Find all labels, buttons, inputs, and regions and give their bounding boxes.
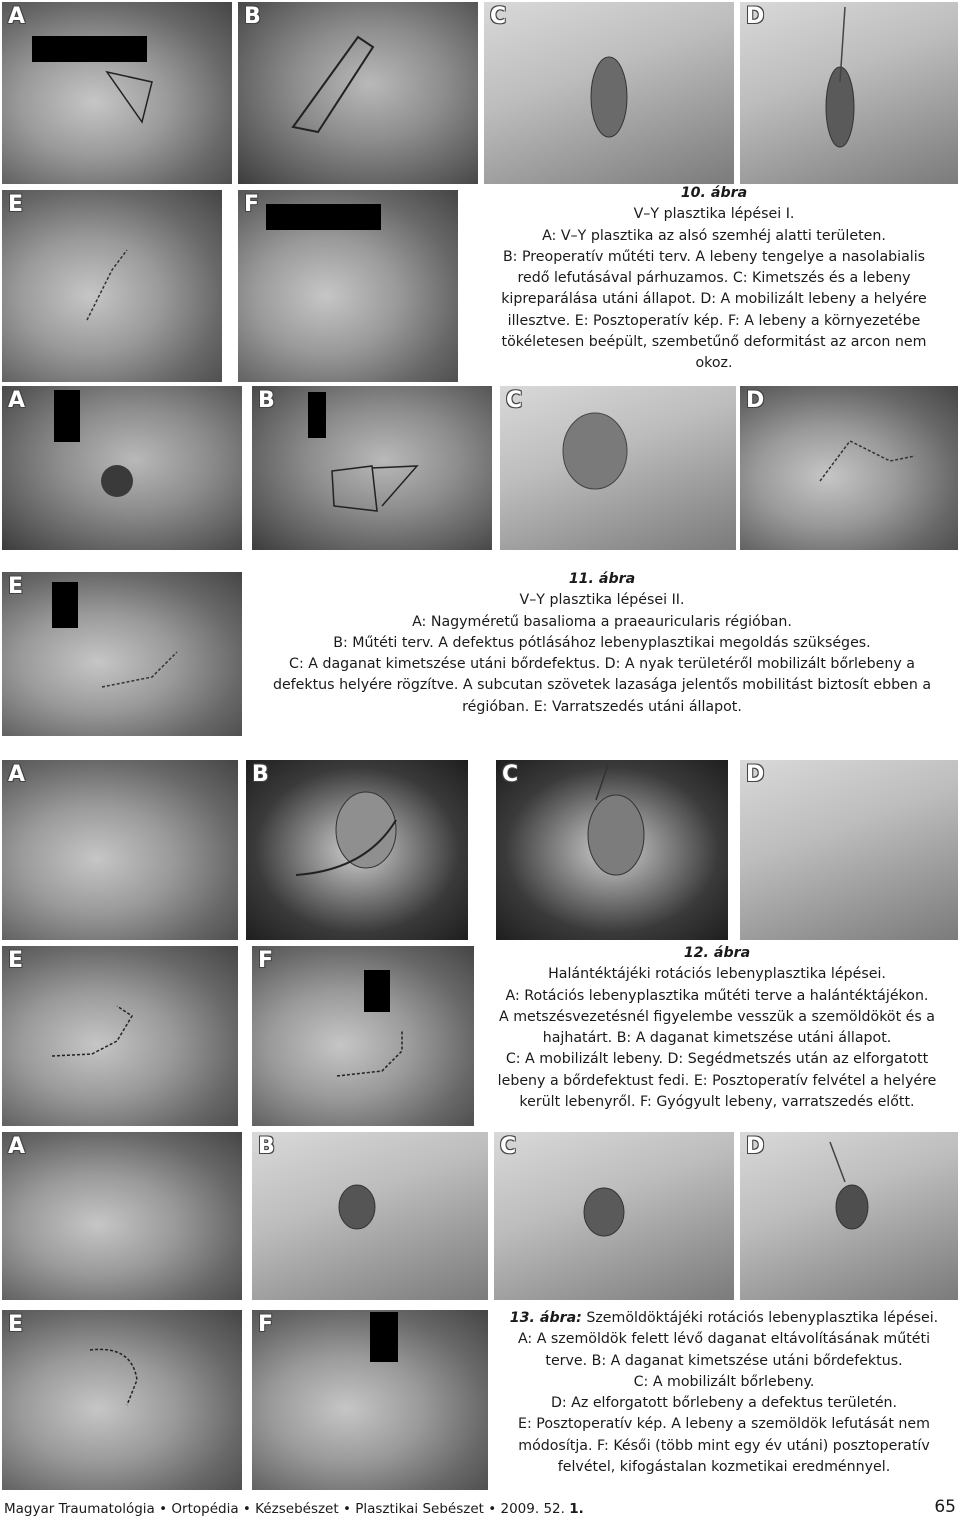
- fig13-photo-f: [252, 1310, 488, 1490]
- photo-label: D: [746, 762, 765, 787]
- caption-line: V–Y plasztika lépései II.: [519, 592, 685, 609]
- caption-title: 13. ábra:: [509, 1310, 582, 1326]
- suture-line: [2, 946, 238, 1126]
- fig13-photo-a: [2, 1132, 242, 1300]
- caption-line: C: A daganat kimetszése utáni bőrdefektus. D: A nyak területéről mobilizált bőrlebeny a: [289, 656, 915, 673]
- caption-line: A: Rotációs lebenyplasztika műtéti terve a halántéktájékon.: [505, 987, 929, 1004]
- caption-line: került lebenyről. F: Gyógyult lebeny, varratszedés előtt.: [519, 1094, 915, 1111]
- fig13-photo-b: [252, 1132, 488, 1300]
- wound-shape: [740, 2, 958, 184]
- caption-line: hajhatárt. B: A daganat kimetszése utáni állapot.: [542, 1030, 892, 1047]
- fig11-caption: [246, 569, 958, 718]
- photo-label: B: [252, 762, 269, 787]
- caption-line: redő lefutásával párhuzamos. C: Kimetszés és a lebeny: [517, 270, 911, 287]
- photo-label: B: [244, 4, 261, 29]
- suture-line: [2, 190, 222, 382]
- fig10-photo-a: [2, 2, 232, 184]
- suture-line: [2, 1310, 242, 1490]
- caption-title-rest: Szemöldöktájéki rotációs lebenyplasztika lépései.: [581, 1310, 939, 1326]
- fig12-photo-e: [2, 946, 238, 1126]
- journal-part: Plasztikai Sebészet: [355, 1501, 484, 1517]
- caption-line: tökéletesen beépült, szembetűnő deformitást az arcon nem: [501, 334, 927, 351]
- photo-label: E: [8, 574, 24, 599]
- caption-line: A: A szemöldök felett lévő daganat eltávolításának műtéti: [517, 1331, 931, 1348]
- fig11-photo-a: [2, 386, 242, 550]
- caption-line: V–Y plasztika lépései I.: [633, 206, 795, 223]
- caption-line: Halántéktájéki rotációs lebenyplasztika lépései.: [548, 966, 886, 983]
- page-number: 65: [934, 1497, 956, 1517]
- fig12-photo-b: [246, 760, 468, 940]
- fig10-photo-b: [238, 2, 478, 184]
- wound-shape: [494, 1132, 734, 1300]
- suture-line: [740, 386, 958, 550]
- wound-shape: [246, 760, 468, 940]
- fig13-caption: [490, 1308, 958, 1478]
- photo-label: B: [258, 388, 275, 413]
- caption-line: felvétel, kifogástalan kozmetikai eredménnyel.: [557, 1459, 891, 1476]
- caption-line: C: A mobilizált lebeny. D: Segédmetszés után az elforgatott: [505, 1051, 929, 1068]
- caption-line: terve. B: A daganat kimetszése utáni bőrdefektus.: [545, 1352, 903, 1369]
- separator-dot: •: [488, 1501, 497, 1517]
- fig11-photo-b: [252, 386, 492, 550]
- caption-line: régióban. E: Varratszedés utáni állapot.: [462, 698, 742, 715]
- fig12-photo-d: [740, 760, 958, 940]
- suture-line: [2, 572, 242, 736]
- privacy-bar: [266, 204, 381, 230]
- photo-label: B: [258, 1134, 275, 1159]
- journal-issue: 1.: [569, 1501, 584, 1517]
- separator-dot: •: [242, 1501, 251, 1517]
- separator-dot: •: [342, 1501, 351, 1517]
- caption-title: 10. ábra: [680, 185, 748, 201]
- fig12-caption: [476, 943, 958, 1113]
- incision-drawing: [2, 2, 232, 184]
- wound-shape: [496, 760, 728, 940]
- caption-line: B: Preoperatív műtéti terv. A lebeny tengelye a nasolabialis: [502, 248, 926, 265]
- wound-shape: [484, 2, 734, 184]
- photo-label: D: [746, 4, 765, 29]
- photo-label: A: [8, 4, 26, 29]
- journal-year-volume: 2009. 52.: [500, 1501, 570, 1517]
- photo-label: E: [8, 192, 24, 217]
- caption-line: B: Műtéti terv. A defektus pótlásához lebenyplasztikai megoldás szükséges.: [333, 634, 871, 651]
- photo-label: C: [502, 762, 519, 787]
- photo-label: C: [500, 1134, 517, 1159]
- caption-title: 12. ábra: [683, 945, 751, 961]
- privacy-bar: [370, 1312, 398, 1362]
- fig10-photo-f: [238, 190, 458, 382]
- journal-part: Kézsebészet: [255, 1501, 339, 1517]
- caption-title: 11. ábra: [568, 571, 636, 587]
- caption-line: A: V–Y plasztika az alsó szemhéj alatti területen.: [542, 227, 886, 244]
- photo-label: C: [490, 4, 507, 29]
- caption-line: kipreparálása utáni állapot. D: A mobilizált lebeny a helyére: [501, 291, 927, 308]
- caption-line: A: Nagyméretű basalioma a praeauricularis régióban.: [412, 613, 792, 630]
- wound-shape: [500, 386, 736, 550]
- photo-label: A: [8, 388, 26, 413]
- fig13-photo-c: [494, 1132, 734, 1300]
- suture-line: [252, 946, 474, 1126]
- caption-line: D: Az elforgatott bőrlebeny a defektus területén.: [550, 1395, 898, 1412]
- wound-shape: [740, 1132, 958, 1300]
- caption-line: A metszésvezetésnél figyelembe vesszük a szemöldököt és a: [498, 1008, 935, 1025]
- fig12-photo-a: [2, 760, 238, 940]
- fig11-photo-c: [500, 386, 736, 550]
- journal-citation: [4, 1501, 584, 1517]
- fig10-photo-d: [740, 2, 958, 184]
- fig12-photo-c: [496, 760, 728, 940]
- photo-label: F: [244, 192, 260, 217]
- fig10-photo-e: [2, 190, 222, 382]
- fig10-photo-c: [484, 2, 734, 184]
- caption-line: illesztve. E: Posztoperatív kép. F: A lebeny a környezetébe: [507, 312, 921, 329]
- photo-label: C: [506, 388, 523, 413]
- photo-label: A: [8, 762, 26, 787]
- page-footer: [4, 1497, 956, 1521]
- caption-line: E: Posztoperatív kép. A lebeny a szemöldök lefutását nem: [518, 1416, 930, 1433]
- fig13-photo-e: [2, 1310, 242, 1490]
- caption-line: módosítja. F: Késői (több mint egy év utáni) posztoperatív: [518, 1437, 930, 1454]
- caption-line: C: A mobilizált bőrlebeny.: [633, 1373, 815, 1390]
- photo-label: D: [746, 388, 765, 413]
- photo-label: E: [8, 948, 24, 973]
- caption-line: lebeny a bőrdefektust fedi. E: Posztoperatív felvétel a helyére: [497, 1072, 937, 1089]
- fig12-photo-f: [252, 946, 474, 1126]
- photo-label: F: [258, 948, 274, 973]
- photo-label: D: [746, 1134, 765, 1159]
- photo-label: F: [258, 1312, 274, 1337]
- fig11-photo-d: [740, 386, 958, 550]
- caption-line: defektus helyére rögzítve. A subcutan szövetek lazasága jelentős mobilitást biztosít ebben a: [272, 677, 932, 694]
- fig10-caption: [470, 183, 958, 375]
- caption-line: okoz.: [695, 355, 733, 372]
- wound-shape: [252, 1132, 488, 1300]
- fig11-photo-e: [2, 572, 242, 736]
- incision-drawing: [252, 386, 492, 550]
- photo-label: A: [8, 1134, 26, 1159]
- photo-label: E: [8, 1312, 24, 1337]
- incision-drawing: [238, 2, 478, 184]
- journal-part: Magyar Traumatológia: [4, 1501, 155, 1517]
- separator-dot: •: [159, 1501, 168, 1517]
- lesion: [2, 386, 242, 550]
- caption-first-line: [490, 1308, 958, 1329]
- journal-part: Ortopédia: [171, 1501, 239, 1517]
- fig13-photo-d: [740, 1132, 958, 1300]
